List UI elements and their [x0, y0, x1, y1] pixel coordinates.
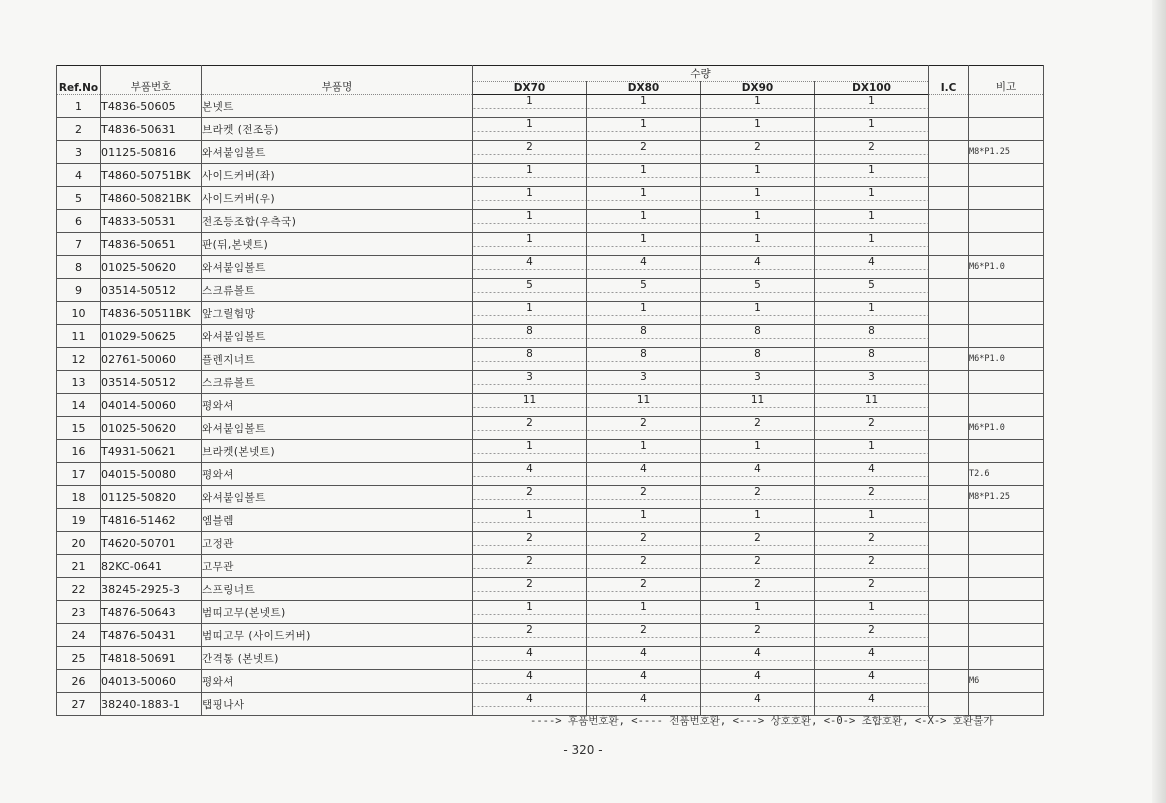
- qty-dx70-cell: 4: [473, 647, 587, 670]
- ic-cell: [929, 417, 969, 440]
- table-row: [57, 95, 1044, 118]
- part-number-cell: 04013-50060: [101, 670, 202, 693]
- qty-dx80-cell: 4: [587, 647, 701, 670]
- part-name-cell: 와셔붙임볼트: [202, 325, 473, 348]
- ref-no-cell: 20: [57, 532, 101, 555]
- table-row: [57, 256, 1044, 279]
- ref-no-cell: 6: [57, 210, 101, 233]
- table-row: [57, 118, 1044, 141]
- header-part-name: 부품명: [202, 66, 473, 95]
- note-cell: [969, 555, 1044, 578]
- table-row: [57, 624, 1044, 647]
- header-model-dx100: DX100: [815, 82, 929, 95]
- compatibility-legend: ----> 후품번호환, <---- 전품번호환, <---> 상호호환, <-0-> 조합호환, <-X-> 호환불가: [530, 715, 994, 727]
- qty-dx80-cell: 1: [587, 118, 701, 141]
- part-number-cell: T4860-50821BK: [101, 187, 202, 210]
- ref-no-cell: 2: [57, 118, 101, 141]
- note-cell: [969, 95, 1044, 118]
- part-number-cell: T4876-50431: [101, 624, 202, 647]
- part-name-cell: 사이드커버(좌): [202, 164, 473, 187]
- note-cell: [969, 279, 1044, 302]
- ic-cell: [929, 601, 969, 624]
- qty-dx80-cell: 2: [587, 141, 701, 164]
- ref-no-cell: 19: [57, 509, 101, 532]
- qty-dx90-cell: 1: [701, 440, 815, 463]
- qty-dx90-cell: 2: [701, 417, 815, 440]
- table-row: [57, 394, 1044, 417]
- part-name-cell: 탭핑나사: [202, 693, 473, 716]
- note-cell: [969, 210, 1044, 233]
- qty-dx70-cell: 4: [473, 693, 587, 716]
- part-name-cell: 엠블렘: [202, 509, 473, 532]
- part-number-cell: 38245-2925-3: [101, 578, 202, 601]
- note-cell: M6*P1.0: [969, 256, 1044, 279]
- table-row: [57, 141, 1044, 164]
- table-row: [57, 555, 1044, 578]
- part-name-cell: 와셔붙임볼트: [202, 256, 473, 279]
- ic-cell: [929, 578, 969, 601]
- table-row: [57, 187, 1044, 210]
- qty-dx80-cell: 1: [587, 302, 701, 325]
- part-name-cell: 앞그릴험망: [202, 302, 473, 325]
- qty-dx100-cell: 4: [815, 463, 929, 486]
- qty-dx100-cell: 2: [815, 417, 929, 440]
- qty-dx90-cell: 2: [701, 555, 815, 578]
- qty-dx100-cell: 2: [815, 624, 929, 647]
- note-cell: [969, 532, 1044, 555]
- table-row: [57, 417, 1044, 440]
- ic-cell: [929, 394, 969, 417]
- qty-dx70-cell: 1: [473, 118, 587, 141]
- qty-dx70-cell: 1: [473, 164, 587, 187]
- ic-cell: [929, 486, 969, 509]
- ref-no-cell: 25: [57, 647, 101, 670]
- ic-cell: [929, 647, 969, 670]
- table-row: [57, 578, 1044, 601]
- ic-cell: [929, 256, 969, 279]
- qty-dx100-cell: 2: [815, 486, 929, 509]
- qty-dx70-cell: 2: [473, 417, 587, 440]
- qty-dx80-cell: 1: [587, 95, 701, 118]
- table-row: [57, 670, 1044, 693]
- part-number-cell: 38240-1883-1: [101, 693, 202, 716]
- ic-cell: [929, 302, 969, 325]
- ref-no-cell: 17: [57, 463, 101, 486]
- header-part-no: 부품번호: [101, 66, 202, 95]
- part-number-cell: T4836-50651: [101, 233, 202, 256]
- ref-no-cell: 15: [57, 417, 101, 440]
- qty-dx80-cell: 2: [587, 417, 701, 440]
- table-row: [57, 210, 1044, 233]
- ic-cell: [929, 325, 969, 348]
- qty-dx90-cell: 1: [701, 509, 815, 532]
- table-body: [57, 95, 1044, 716]
- qty-dx90-cell: 1: [701, 187, 815, 210]
- part-name-cell: 스크류볼트: [202, 371, 473, 394]
- qty-dx90-cell: 3: [701, 371, 815, 394]
- part-number-cell: T4836-50631: [101, 118, 202, 141]
- part-name-cell: 고정관: [202, 532, 473, 555]
- qty-dx100-cell: 1: [815, 210, 929, 233]
- qty-dx90-cell: 2: [701, 141, 815, 164]
- part-name-cell: 고무관: [202, 555, 473, 578]
- qty-dx80-cell: 4: [587, 463, 701, 486]
- qty-dx70-cell: 1: [473, 233, 587, 256]
- part-name-cell: 브라켓(본넷트): [202, 440, 473, 463]
- ic-cell: [929, 187, 969, 210]
- table-row: [57, 463, 1044, 486]
- note-cell: [969, 509, 1044, 532]
- ref-no-cell: 8: [57, 256, 101, 279]
- ref-no-cell: 26: [57, 670, 101, 693]
- qty-dx100-cell: 1: [815, 118, 929, 141]
- part-number-cell: T4620-50701: [101, 532, 202, 555]
- table-row: [57, 302, 1044, 325]
- part-number-cell: T4876-50643: [101, 601, 202, 624]
- header-ref-no: Ref.No: [57, 66, 101, 95]
- qty-dx100-cell: 1: [815, 164, 929, 187]
- table-row: [57, 348, 1044, 371]
- part-number-cell: 01025-50620: [101, 417, 202, 440]
- part-name-cell: 본넷트: [202, 95, 473, 118]
- qty-dx90-cell: 1: [701, 118, 815, 141]
- qty-dx90-cell: 1: [701, 95, 815, 118]
- ic-cell: [929, 555, 969, 578]
- header-quantity: 수량: [473, 66, 929, 82]
- qty-dx70-cell: 2: [473, 555, 587, 578]
- qty-dx90-cell: 1: [701, 233, 815, 256]
- table-row: [57, 647, 1044, 670]
- note-cell: M6: [969, 670, 1044, 693]
- part-name-cell: 스크류볼트: [202, 279, 473, 302]
- qty-dx70-cell: 11: [473, 394, 587, 417]
- part-number-cell: T4931-50621: [101, 440, 202, 463]
- qty-dx100-cell: 1: [815, 187, 929, 210]
- header-note: 비고: [969, 66, 1044, 95]
- table-row: [57, 509, 1044, 532]
- part-name-cell: 와셔붙임볼트: [202, 417, 473, 440]
- qty-dx70-cell: 1: [473, 440, 587, 463]
- qty-dx100-cell: 1: [815, 302, 929, 325]
- qty-dx100-cell: 2: [815, 555, 929, 578]
- part-name-cell: 와셔붙임볼트: [202, 486, 473, 509]
- part-number-cell: T4816-51462: [101, 509, 202, 532]
- qty-dx80-cell: 1: [587, 601, 701, 624]
- header-model-dx80: DX80: [587, 82, 701, 95]
- qty-dx100-cell: 4: [815, 670, 929, 693]
- qty-dx70-cell: 8: [473, 348, 587, 371]
- note-cell: M8*P1.25: [969, 486, 1044, 509]
- ref-no-cell: 1: [57, 95, 101, 118]
- ic-cell: [929, 463, 969, 486]
- part-number-cell: 02761-50060: [101, 348, 202, 371]
- qty-dx90-cell: 1: [701, 210, 815, 233]
- table-row: [57, 532, 1044, 555]
- qty-dx90-cell: 2: [701, 624, 815, 647]
- ref-no-cell: 24: [57, 624, 101, 647]
- qty-dx90-cell: 1: [701, 164, 815, 187]
- qty-dx90-cell: 4: [701, 693, 815, 716]
- ic-cell: [929, 141, 969, 164]
- part-number-cell: T4860-50751BK: [101, 164, 202, 187]
- note-cell: M8*P1.25: [969, 141, 1044, 164]
- note-cell: [969, 578, 1044, 601]
- qty-dx90-cell: 8: [701, 348, 815, 371]
- part-number-cell: 04015-50080: [101, 463, 202, 486]
- header-ic: I.C: [929, 66, 969, 95]
- table-row: [57, 164, 1044, 187]
- part-number-cell: 82KC-0641: [101, 555, 202, 578]
- ref-no-cell: 5: [57, 187, 101, 210]
- qty-dx90-cell: 4: [701, 647, 815, 670]
- ref-no-cell: 13: [57, 371, 101, 394]
- note-cell: [969, 325, 1044, 348]
- note-cell: [969, 118, 1044, 141]
- qty-dx70-cell: 4: [473, 256, 587, 279]
- part-name-cell: 평와셔: [202, 394, 473, 417]
- qty-dx70-cell: 3: [473, 371, 587, 394]
- ref-no-cell: 23: [57, 601, 101, 624]
- qty-dx70-cell: 1: [473, 187, 587, 210]
- part-number-cell: T4836-50511BK: [101, 302, 202, 325]
- qty-dx90-cell: 2: [701, 486, 815, 509]
- qty-dx80-cell: 2: [587, 532, 701, 555]
- header-model-dx70: DX70: [473, 82, 587, 95]
- part-name-cell: 플렌지너트: [202, 348, 473, 371]
- note-cell: [969, 187, 1044, 210]
- ref-no-cell: 27: [57, 693, 101, 716]
- note-cell: M6*P1.0: [969, 417, 1044, 440]
- qty-dx90-cell: 11: [701, 394, 815, 417]
- part-number-cell: 01125-50820: [101, 486, 202, 509]
- part-number-cell: 03514-50512: [101, 371, 202, 394]
- part-name-cell: 브라켓 (전조등): [202, 118, 473, 141]
- qty-dx80-cell: 2: [587, 578, 701, 601]
- ic-cell: [929, 670, 969, 693]
- part-number-cell: 03514-50512: [101, 279, 202, 302]
- qty-dx70-cell: 1: [473, 302, 587, 325]
- qty-dx70-cell: 4: [473, 463, 587, 486]
- note-cell: [969, 601, 1044, 624]
- part-name-cell: 와셔붙임볼트: [202, 141, 473, 164]
- part-number-cell: 01029-50625: [101, 325, 202, 348]
- note-cell: M6*P1.0: [969, 348, 1044, 371]
- part-number-cell: 04014-50060: [101, 394, 202, 417]
- ic-cell: [929, 440, 969, 463]
- ref-no-cell: 10: [57, 302, 101, 325]
- table-row: [57, 371, 1044, 394]
- ref-no-cell: 7: [57, 233, 101, 256]
- part-name-cell: 판(뒤,본넷트): [202, 233, 473, 256]
- table-row: [57, 440, 1044, 463]
- qty-dx70-cell: 5: [473, 279, 587, 302]
- qty-dx90-cell: 1: [701, 601, 815, 624]
- part-name-cell: 스프링너트: [202, 578, 473, 601]
- part-name-cell: 범띠고무(본넷트): [202, 601, 473, 624]
- table-row: [57, 486, 1044, 509]
- qty-dx80-cell: 2: [587, 555, 701, 578]
- qty-dx100-cell: 1: [815, 95, 929, 118]
- note-cell: T2.6: [969, 463, 1044, 486]
- qty-dx100-cell: 3: [815, 371, 929, 394]
- qty-dx80-cell: 1: [587, 233, 701, 256]
- qty-dx100-cell: 1: [815, 233, 929, 256]
- part-name-cell: 간격통 (본넷트): [202, 647, 473, 670]
- qty-dx80-cell: 8: [587, 325, 701, 348]
- qty-dx70-cell: 8: [473, 325, 587, 348]
- note-cell: [969, 647, 1044, 670]
- ic-cell: [929, 118, 969, 141]
- qty-dx90-cell: 8: [701, 325, 815, 348]
- qty-dx80-cell: 1: [587, 440, 701, 463]
- note-cell: [969, 233, 1044, 256]
- ic-cell: [929, 532, 969, 555]
- table-header: [57, 66, 1044, 95]
- qty-dx80-cell: 8: [587, 348, 701, 371]
- ref-no-cell: 14: [57, 394, 101, 417]
- note-cell: [969, 440, 1044, 463]
- table-row: [57, 601, 1044, 624]
- qty-dx70-cell: 2: [473, 532, 587, 555]
- qty-dx80-cell: 5: [587, 279, 701, 302]
- qty-dx70-cell: 2: [473, 624, 587, 647]
- part-name-cell: 평와셔: [202, 670, 473, 693]
- qty-dx80-cell: 2: [587, 486, 701, 509]
- ic-cell: [929, 95, 969, 118]
- qty-dx90-cell: 2: [701, 578, 815, 601]
- ref-no-cell: 21: [57, 555, 101, 578]
- qty-dx90-cell: 1: [701, 302, 815, 325]
- ref-no-cell: 22: [57, 578, 101, 601]
- qty-dx100-cell: 5: [815, 279, 929, 302]
- part-number-cell: T4818-50691: [101, 647, 202, 670]
- ic-cell: [929, 233, 969, 256]
- qty-dx70-cell: 2: [473, 141, 587, 164]
- qty-dx100-cell: 4: [815, 256, 929, 279]
- ic-cell: [929, 210, 969, 233]
- ref-no-cell: 18: [57, 486, 101, 509]
- ic-cell: [929, 624, 969, 647]
- table-row: [57, 233, 1044, 256]
- qty-dx80-cell: 4: [587, 256, 701, 279]
- ref-no-cell: 9: [57, 279, 101, 302]
- qty-dx100-cell: 4: [815, 647, 929, 670]
- qty-dx80-cell: 3: [587, 371, 701, 394]
- ref-no-cell: 12: [57, 348, 101, 371]
- ref-no-cell: 11: [57, 325, 101, 348]
- note-cell: [969, 624, 1044, 647]
- note-cell: [969, 371, 1044, 394]
- qty-dx70-cell: 1: [473, 509, 587, 532]
- part-name-cell: 범띠고무 (사이드커버): [202, 624, 473, 647]
- part-name-cell: 평와셔: [202, 463, 473, 486]
- note-cell: [969, 164, 1044, 187]
- qty-dx70-cell: 4: [473, 670, 587, 693]
- qty-dx90-cell: 4: [701, 463, 815, 486]
- qty-dx90-cell: 4: [701, 256, 815, 279]
- qty-dx100-cell: 2: [815, 532, 929, 555]
- qty-dx100-cell: 1: [815, 509, 929, 532]
- qty-dx90-cell: 4: [701, 670, 815, 693]
- qty-dx80-cell: 2: [587, 624, 701, 647]
- qty-dx100-cell: 1: [815, 601, 929, 624]
- ref-no-cell: 4: [57, 164, 101, 187]
- qty-dx70-cell: 1: [473, 210, 587, 233]
- qty-dx100-cell: 11: [815, 394, 929, 417]
- ref-no-cell: 16: [57, 440, 101, 463]
- part-number-cell: 01025-50620: [101, 256, 202, 279]
- qty-dx70-cell: 2: [473, 578, 587, 601]
- page-edge-shadow: [1152, 0, 1166, 803]
- parts-table: [56, 65, 1044, 716]
- qty-dx100-cell: 4: [815, 693, 929, 716]
- ref-no-cell: 3: [57, 141, 101, 164]
- page-number: - 320 -: [563, 743, 603, 757]
- qty-dx70-cell: 1: [473, 601, 587, 624]
- qty-dx100-cell: 2: [815, 141, 929, 164]
- header-model-dx90: DX90: [701, 82, 815, 95]
- part-name-cell: 전조등조합(우측국): [202, 210, 473, 233]
- qty-dx90-cell: 2: [701, 532, 815, 555]
- part-number-cell: T4836-50605: [101, 95, 202, 118]
- qty-dx80-cell: 1: [587, 509, 701, 532]
- table-row: [57, 279, 1044, 302]
- part-number-cell: T4833-50531: [101, 210, 202, 233]
- qty-dx80-cell: 1: [587, 210, 701, 233]
- ic-cell: [929, 509, 969, 532]
- qty-dx80-cell: 4: [587, 693, 701, 716]
- qty-dx80-cell: 4: [587, 670, 701, 693]
- qty-dx100-cell: 1: [815, 440, 929, 463]
- ic-cell: [929, 279, 969, 302]
- qty-dx100-cell: 8: [815, 348, 929, 371]
- qty-dx80-cell: 1: [587, 187, 701, 210]
- qty-dx70-cell: 1: [473, 95, 587, 118]
- qty-dx80-cell: 1: [587, 164, 701, 187]
- qty-dx90-cell: 5: [701, 279, 815, 302]
- qty-dx80-cell: 11: [587, 394, 701, 417]
- note-cell: [969, 302, 1044, 325]
- note-cell: [969, 394, 1044, 417]
- qty-dx100-cell: 2: [815, 578, 929, 601]
- table-row: [57, 325, 1044, 348]
- ic-cell: [929, 164, 969, 187]
- qty-dx100-cell: 8: [815, 325, 929, 348]
- ic-cell: [929, 371, 969, 394]
- part-number-cell: 01125-50816: [101, 141, 202, 164]
- part-name-cell: 사이드커버(우): [202, 187, 473, 210]
- qty-dx70-cell: 2: [473, 486, 587, 509]
- ic-cell: [929, 348, 969, 371]
